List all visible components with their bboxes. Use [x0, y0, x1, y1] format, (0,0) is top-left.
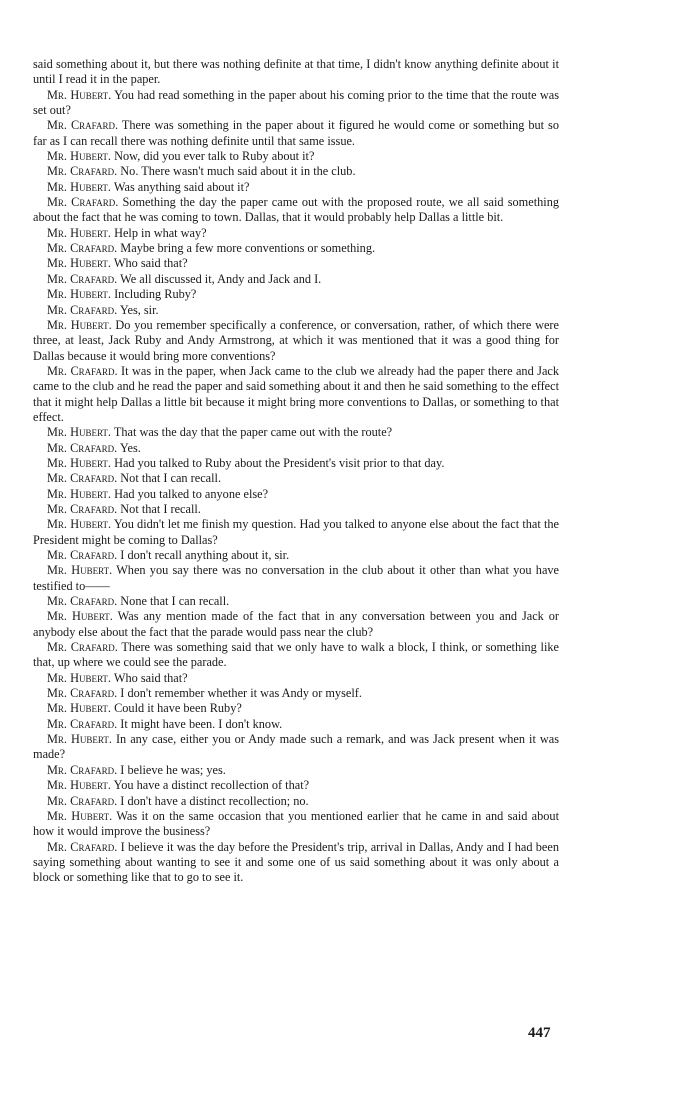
testimony-list [33, 88, 559, 886]
testimony-paragraph [33, 180, 559, 195]
speaker-label: Mr. Hubert. [47, 609, 113, 624]
speaker-label: Mr. Hubert. [47, 517, 112, 532]
speaker-label: Mr. Hubert. [47, 808, 113, 823]
testimony-paragraph [33, 226, 559, 241]
testimony-text: There was something said that we only have to walk a block, I think, or something like that, up where we could see the parade. [33, 640, 559, 670]
testimony-text: It was in the paper, when Jack came to the club we already had the paper there and Jack came to the club and he read the paper and said something about it and then he said something to the effect that it might help Dallas a little bit because it might bring more conventions to Dallas, or something to that effect. [33, 363, 560, 424]
testimony-paragraph [33, 701, 559, 716]
testimony-paragraph [33, 303, 559, 318]
speaker-label: Mr. Hubert. [47, 732, 112, 747]
speaker-label: Mr. Hubert. [47, 317, 112, 332]
speaker-label: Mr. Crafard. [47, 793, 118, 808]
speaker-label: Mr. Crafard. [47, 195, 119, 210]
speaker-label: Mr. Hubert. [47, 256, 111, 271]
testimony-text: Not that I can recall. [120, 471, 222, 486]
testimony-paragraph [33, 732, 559, 763]
speaker-label: Mr. Crafard. [47, 548, 118, 562]
speaker-label: Mr. Crafard. [47, 302, 118, 317]
testimony-text: Including Ruby? [114, 287, 197, 302]
speaker-label: Mr. Crafard. [47, 241, 118, 256]
speaker-label: Mr. Hubert. [47, 670, 111, 685]
testimony-text: Had you talked to Ruby about the President's visit prior to that day. [114, 455, 445, 470]
testimony-text: No. There wasn't much said about it in the club. [120, 164, 356, 179]
speaker-label: Mr. Hubert. [47, 563, 113, 578]
speaker-label: Mr. Crafard. [47, 271, 118, 286]
speaker-label: Mr. Crafard. [47, 440, 118, 455]
speaker-label: Mr. Hubert. [47, 425, 111, 440]
speaker-label: Mr. Crafard. [47, 594, 118, 609]
testimony-paragraph [33, 287, 559, 302]
testimony-text: Yes. [119, 440, 141, 455]
testimony-paragraph [33, 256, 559, 271]
testimony-paragraph [33, 809, 559, 840]
testimony-paragraph [33, 794, 559, 809]
testimony-paragraph [33, 840, 559, 886]
testimony-paragraph [33, 441, 559, 456]
testimony-text: I don't recall anything about it, sir. [120, 548, 290, 562]
testimony-text: Something the day the paper came out with the proposed route, we all said something about the fact that he was coming to town. Dallas, that it would probably help Dallas a little bit. [33, 195, 559, 225]
testimony-paragraph [33, 671, 559, 686]
speaker-label: Mr. Hubert. [47, 455, 111, 470]
testimony-paragraph [33, 763, 559, 778]
testimony-text: Not that I recall. [120, 501, 201, 516]
testimony-paragraph [33, 149, 559, 164]
speaker-label: Mr. Crafard. [47, 640, 118, 655]
testimony-text: You had read something in the paper about his coming prior to the time that the route was set out? [33, 87, 560, 118]
speaker-label: Mr. Crafard. [47, 118, 119, 133]
testimony-paragraph [33, 517, 559, 548]
speaker-label: Mr. Crafard. [47, 164, 118, 179]
testimony-paragraph [33, 778, 559, 793]
speaker-label: Mr. Crafard. [47, 762, 118, 777]
speaker-label: Mr. Hubert. [47, 778, 111, 793]
testimony-paragraph [33, 318, 559, 364]
testimony-text: It might have been. I don't know. [120, 716, 283, 731]
testimony-text: Who said that? [113, 670, 188, 685]
speaker-label: Mr. Crafard. [47, 501, 118, 516]
speaker-label: Mr. Crafard. [47, 363, 118, 378]
testimony-text: Help in what way? [114, 225, 207, 240]
testimony-paragraph [33, 164, 559, 179]
testimony-paragraph [33, 195, 559, 226]
speaker-label: Mr. Hubert. [47, 287, 111, 302]
testimony-text: Was it on the same occasion that you mentioned earlier that he came in and said about how it would improve the business? [33, 808, 559, 839]
testimony-paragraph [33, 548, 559, 563]
testimony-paragraph [33, 118, 559, 149]
testimony-text: I don't have a distinct recollection; no. [120, 793, 309, 808]
testimony-paragraph [33, 487, 559, 502]
testimony-text: Was any mention made of the fact that in any conversation between you and Jack or anybody else about the fact that the parade would pass near the club? [33, 609, 559, 639]
speaker-label: Mr. Hubert. [47, 179, 111, 194]
page-number: 447 [528, 1025, 551, 1041]
testimony-paragraph [33, 456, 559, 471]
testimony-text: I don't remember whether it was Andy or myself. [120, 686, 362, 701]
testimony-text: Yes, sir. [119, 302, 159, 317]
opening-paragraph: said something about it, but there was nothing definite at that time, I didn't know anything definite about it until I read it in the paper. [33, 57, 559, 87]
testimony-text: Now, did you ever talk to Ruby about it? [114, 149, 315, 164]
speaker-label: Mr. Hubert. [47, 149, 111, 164]
speaker-label: Mr. Crafard. [47, 686, 118, 701]
testimony-text: In any case, either you or Andy made such a remark, and was Jack present when it was made? [33, 732, 559, 762]
testimony-paragraph [33, 563, 559, 594]
testimony-paragraph [33, 502, 559, 517]
speaker-label: Mr. Hubert. [47, 225, 111, 240]
testimony-text: Was anything said about it? [113, 179, 250, 194]
speaker-label: Mr. Crafard. [47, 839, 118, 854]
testimony-paragraph [33, 272, 559, 287]
testimony-text: Who said that? [113, 256, 188, 271]
speaker-label: Mr. Crafard. [47, 471, 118, 486]
testimony-paragraph [33, 609, 559, 640]
testimony-paragraph [33, 364, 559, 425]
testimony-text: Maybe bring a few more conventions or something. [120, 241, 376, 256]
testimony-paragraph [33, 594, 559, 609]
testimony-text: That was the day that the paper came out with the route? [113, 425, 393, 440]
speaker-label: Mr. Crafard. [47, 716, 118, 731]
testimony-text: We all discussed it, Andy and Jack and I. [120, 271, 322, 286]
speaker-label: Mr. Hubert. [47, 701, 111, 716]
testimony-paragraph [33, 88, 559, 119]
testimony-paragraph [33, 471, 559, 486]
testimony-paragraph [33, 640, 559, 671]
speaker-label: Mr. Hubert. [47, 486, 111, 501]
testimony-text: You have a distinct recollection of that? [113, 778, 310, 793]
testimony-paragraph [33, 241, 559, 256]
testimony-text: I believe it was the day before the President's trip, arrival in Dallas, Andy and I had been saying something about wanting to see it and some one of us said something about it was only about a block or something like that to go to see it. [33, 839, 559, 885]
testimony-text: I believe he was; yes. [120, 762, 226, 777]
transcript-body [33, 57, 559, 886]
testimony-text: There was something in the paper about it figured he would come or something but so far as I can recall there was nothing definite until that same issue. [33, 118, 559, 148]
testimony-paragraph [33, 717, 559, 732]
testimony-text: Do you remember specifically a conference, or conversation, rather, of which there were three, at least, Jack Ruby and Andy Armstrong, at which it was mentioned that it was a good thing for Dallas because it would bring more conventions? [33, 317, 559, 363]
testimony-text: Had you talked to anyone else? [114, 486, 269, 501]
testimony-text: Could it have been Ruby? [114, 701, 242, 716]
testimony-text: You didn't let me finish my question. Had you talked to anyone else about the fact that the President might be coming to Dallas? [33, 517, 559, 547]
speaker-label: Mr. Hubert. [47, 87, 112, 102]
testimony-paragraph [33, 425, 559, 440]
testimony-text: When you say there was no conversation in the club about it other than what you have testified to—— [33, 563, 560, 593]
testimony-paragraph [33, 686, 559, 701]
testimony-text: None that I can recall. [120, 594, 230, 609]
